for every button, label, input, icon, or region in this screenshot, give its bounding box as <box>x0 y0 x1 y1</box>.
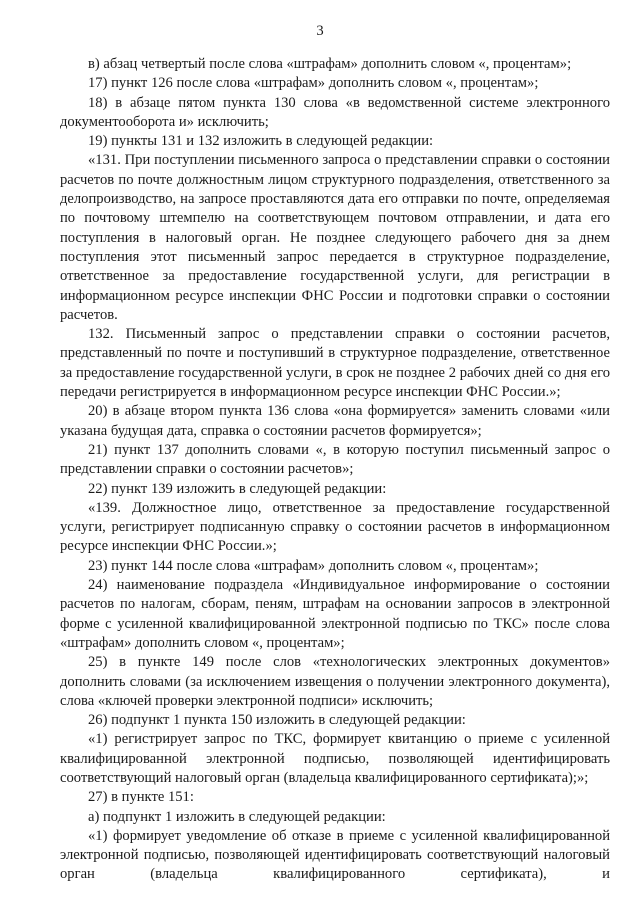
document-body <box>60 55 610 885</box>
paragraph: 21) пункт 137 дополнить словами «, в которую поступил письменный запрос о представлении справки о состоянии расчетов»; <box>60 441 610 478</box>
paragraph: «131. При поступлении письменного запроса о представлении справки о состоянии расчетов по почте должностным лицом структурного подразделения, ответственного за делопроизводство, на запросе проставляются дата его отправки по почте, определяемая по почтовому штемпелю на соответствующем почтовом отправлении, и дата его поступления в налоговый орган. Не позднее следующего рабочего дня за днем поступления этот письменный запрос передается в структурное подразделение, ответственное за предоставление государственной услуги, для регистрации в информационном ресурсе инспекции ФНС России и подготовки справки о состоянии расчетов. <box>60 152 610 323</box>
paragraph: «139. Должностное лицо, ответственное за предоставление государственной услуги, регистрирует подписанную справку о состоянии расчетов в информационном ресурсе инспекции ФНС России.»; <box>60 499 610 555</box>
paragraph: 17) пункт 126 после слова «штрафам» дополнить словом «, процентам»; <box>88 75 539 92</box>
paragraph: 24) наименование подраздела «Индивидуальное информирование о состоянии расчетов по налогам, сборам, пеням, штрафам на основании запросов в электронной форме с усиленной квалифицированной электронной подписью по ТКС» после слова «штрафам» дополнить словом «, процентам»; <box>60 577 610 651</box>
paragraph: 26) подпункт 1 пункта 150 изложить в следующей редакции: <box>88 712 466 729</box>
paragraph: 19) пункты 131 и 132 изложить в следующей редакции: <box>88 133 434 150</box>
paragraph: 132. Письменный запрос о представлении справки о состоянии расчетов, представленный по почте и поступивший в структурное подразделение, ответственное за предоставление государственной услуги, в срок не позднее 2 рабочих дней со дня его передачи регистрируется в информационном ресурсе инспекции ФНС России.»; <box>60 326 610 401</box>
paragraph: 27) в пункте 151: <box>88 789 194 806</box>
page-number: 3 <box>316 23 324 39</box>
paragraph: 20) в абзаце втором пункта 136 слова «она формируется» заменить словами «или указана будущая дата, справка о состоянии расчетов формируется»; <box>60 403 610 439</box>
paragraph: 23) пункт 144 после слова «штрафам» дополнить словом «, процентам»; <box>88 557 539 574</box>
paragraph: 18) в абзаце пятом пункта 130 слова «в ведомственной системе электронного документооборота и» исключить; <box>60 94 610 130</box>
paragraph: в) абзац четвертый после слова «штрафам» дополнить словом «, процентам»; <box>88 56 572 72</box>
paragraph: 22) пункт 139 изложить в следующей редакции: <box>88 480 387 497</box>
paragraph: 25) в пункте 149 после слов «технологических электронных документов» дополнить словами (за исключением извещения о получении электронного документа), слова «ключей проверки электронной подписи» исключить; <box>60 654 610 709</box>
paragraph: а) подпункт 1 изложить в следующей редакции: <box>88 808 386 825</box>
paragraph: «1) формирует уведомление об отказе в приеме с усиленной квалифицированной электронной подписью, позволяющей идентифицировать соответствующий налоговый орган (владельца квалифицированного сертификата), и <box>60 827 610 883</box>
paragraph: «1) регистрирует запрос по ТКС, формирует квитанцию о приеме с усиленной квалифицированной электронной подписью, позволяющей идентифицировать соответствующий налоговый орган (владельца квалифицированного сертификата);»; <box>60 731 610 786</box>
